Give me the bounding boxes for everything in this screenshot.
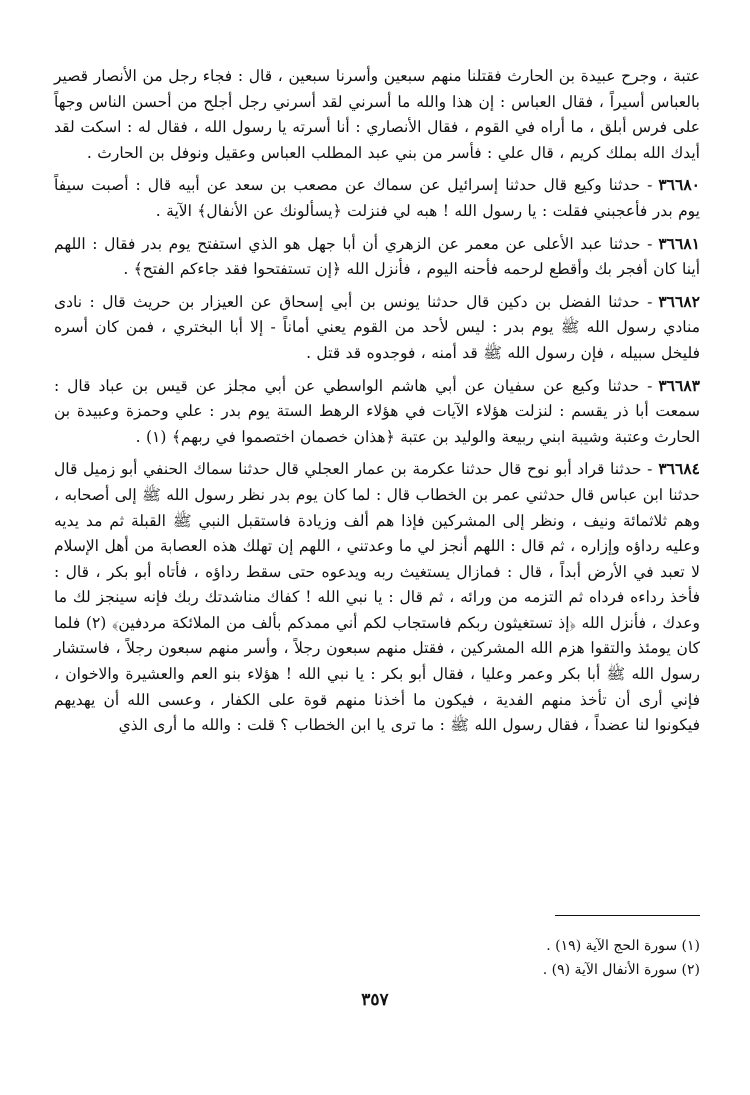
footnote-2: (٢) سورة الأنفال الآية (٩) . xyxy=(542,962,700,978)
page-number: ٣٥٧ xyxy=(361,990,389,1010)
paragraph-text: عتبة ، وجرح عبيدة بن الحارث فقتلنا منهم سبعين وأسرنا سبعين ، قال : فجاء رجل من الأنصار قصير بالعباس أسيراً ، فقال العباس : إن هذا والله ما أسرني لقد أسرني رجل أجلح من أحسن الناس وجهاً على فرس أبلق ، ما أراه في القوم ، فقال الأنصاري : أنا أسرته يا رسول الله ، فقال له : اسكت لقد أيدك الله بملك كريم ، قال علي : فأسر من بني عبد المطلب العباس وعقيل ونوفل بن الحارث . xyxy=(54,67,700,162)
paragraph-text: - حدثنا وكيع عن سفيان عن أبي هاشم الواسطي عن أبي مجلز عن قيس بن عباد قال : سمعت أبا ذر يقسم : لنزلت هؤلاء الآيات في هؤلاء الرهط الستة يوم بدر : علي وحمزة وعبيدة بن الحارث وعتبة وشيبة ابني ربيعة والوليد بن عتبة ﴿هذان خصمان اختصموا في ربهم﴾ (١) . xyxy=(54,376,700,446)
paragraph-text: - حدثنا قراد أبو نوح قال حدثنا عكرمة بن عمار العجلي قال حدثنا سماك الحنفي أبو زميل قال حدثنا ابن عباس قال حدثني عمر بن الخطاب قال : لما كان يوم بدر نظر رسول الله ﷺ إلى أصحابه ، وهم ثلاثمائة ونيف ، ونظر إلى المشركين فإذا هم ألف وزيادة فاستقبل النبي ﷺ القبلة ثم مد يديه وعليه رداؤه وإزاره ، ثم قال : اللهم أنجز لي ما وعدتني ، اللهم إن تهلك هذه العصابة من أهل الإسلام لا تعبد في الأرض أبداً ، قال : فمازال يستغيث ربه ويدعوه حتى سقط رداؤه ، فأتاه أبو بكر ، قال : فأخذ رداءه فرداه ثم التزمه من ورائه ، ثم قال : يا نبي الله ! كفاك مناشدتك ربك فإنه سينجز لك ما وعدك ، فأنزل الله ﴿إذ تستغيثون ربكم فاستجاب لكم أني ممدكم بألف من الملائكة مردفين﴾ (٢) فلما كان يومئذ والتقوا هزم الله المشركين ، فقتل منهم سبعون رجلاً ، وأسر منهم سبعون رجلاً ، فاستشار رسول الله ﷺ أبا بكر وعمر وعليا ، فقال أبو بكر : يا نبي الله ! هؤلاء بنو العم والعشيرة والاخوان ، فإني أرى أن تأخذ منهم الفدية ، فيكون ما أخذنا منهم قوة على الكفار ، وعسى الله أن يهديهم فيكونوا لنا عضداً ، فقال رسول الله ﷺ : ما ترى يا ابن الخطاب ؟ قلت : والله ما أرى الذي xyxy=(54,460,700,735)
hadith-number: ٣٦٦٨٢ xyxy=(658,291,700,311)
footnote-divider xyxy=(555,915,700,916)
paragraph-4 xyxy=(54,373,700,451)
hadith-number: ٣٦٦٨٠ xyxy=(658,175,700,195)
paragraph-text: - حدثنا الفضل بن دكين قال حدثنا يونس بن أبي إسحاق عن العيزار بن حريث قال : نادى منادي رسول الله ﷺ يوم بدر : ليس لأحد من القوم يعني أماناً - إلا أبا البختري ، فمن كان أسره فليخل سبيله ، فإن رسول الله ﷺ قد أمنه ، فوجدوه قد قتل . xyxy=(54,292,700,362)
paragraph-2 xyxy=(54,231,700,283)
footnotes xyxy=(300,934,700,982)
hadith-number: ٣٦٦٨٤ xyxy=(658,459,700,479)
hadith-number: ٣٦٦٨١ xyxy=(658,233,700,253)
paragraph-1 xyxy=(54,172,700,224)
body-text xyxy=(54,64,700,739)
paragraph-5 xyxy=(54,456,700,739)
paragraph-0 xyxy=(54,64,700,166)
paragraph-text: - حدثنا عبد الأعلى عن معمر عن الزهري أن أبا جهل هو الذي استفتح يوم بدر فقال : اللهم أينا كان أفجر بك وأقطع لرحمه فأحنه اليوم ، فأنزل الله ﴿إن تستفتحوا فقد جاءكم الفتح﴾ . xyxy=(54,234,700,279)
paragraph-3 xyxy=(54,289,700,367)
hadith-number: ٣٦٦٨٣ xyxy=(658,375,700,395)
footnote-1: (١) سورة الحج الآية (١٩) . xyxy=(546,938,700,954)
paragraph-text: - حدثنا وكيع قال حدثنا إسرائيل عن سماك عن مصعب بن سعد عن أبيه قال : أصبت سيفاً يوم بدر فأعجبني فقلت : يا رسول الله ! هبه لي فنزلت ﴿يسألونك عن الأنفال﴾ الآية . xyxy=(54,176,700,220)
